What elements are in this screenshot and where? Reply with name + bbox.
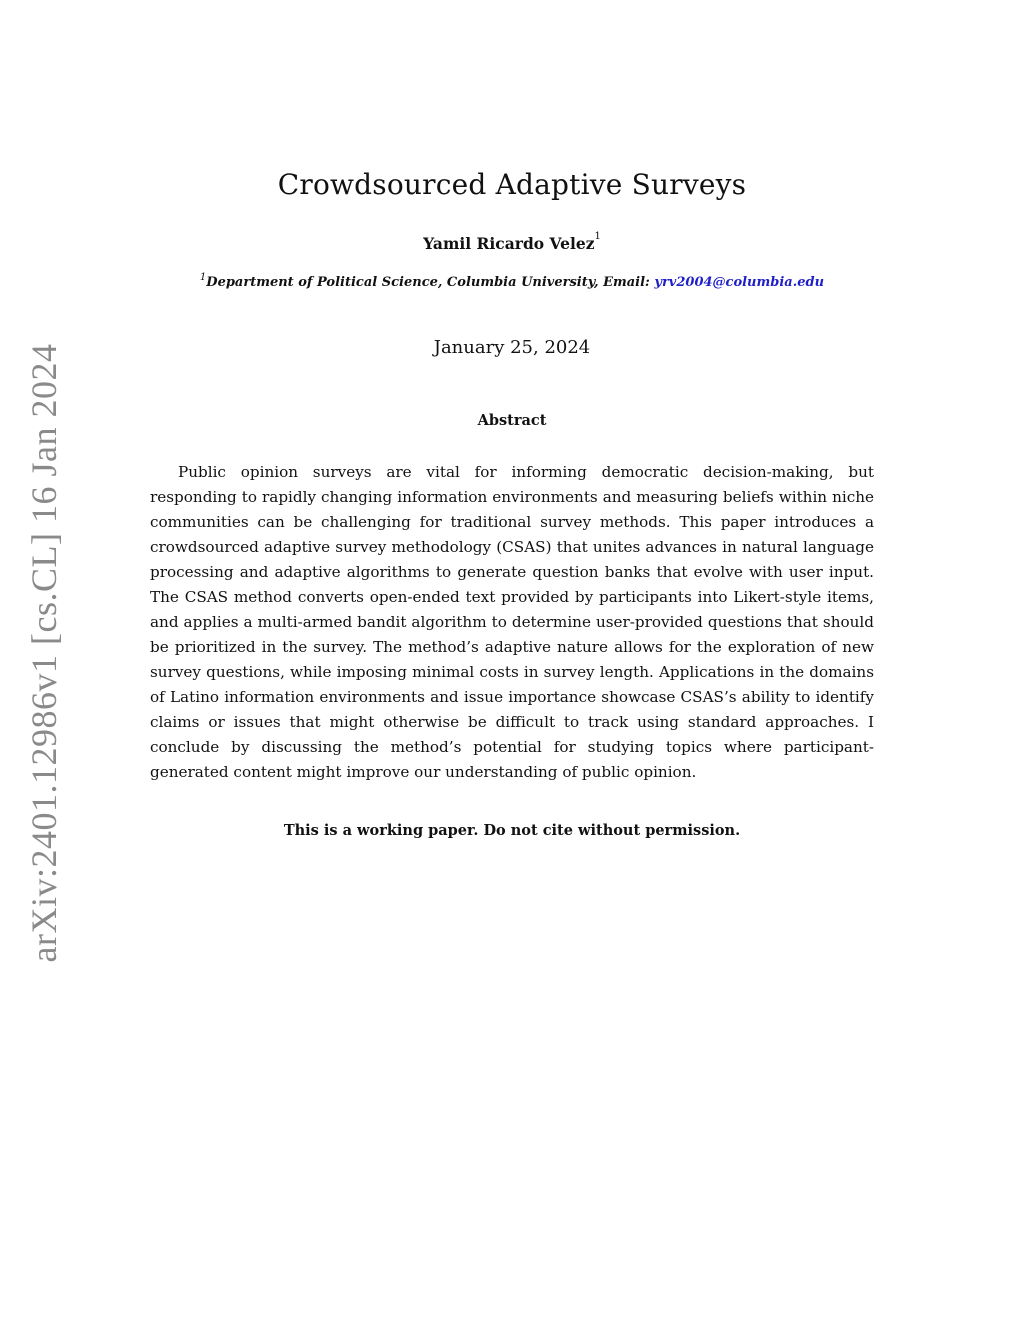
arxiv-id-text: arXiv:2401.12986v1 [cs.CL] 16 Jan 2024 <box>24 343 64 962</box>
working-paper-notice: This is a working paper. Do not cite without permission. <box>283 822 741 839</box>
affiliation-line <box>0 272 1024 290</box>
affiliation-text: Department of Political Science, Columbia University, Email: <box>206 275 655 290</box>
paper-title: Crowdsourced Adaptive Surveys <box>277 168 747 201</box>
author-name: Yamil Ricardo Velez <box>423 234 595 253</box>
author-affiliation-marker: 1 <box>594 231 601 242</box>
paper-date: January 25, 2024 <box>433 337 591 358</box>
author-line <box>0 231 1024 253</box>
affiliation-marker: 1 <box>199 272 207 283</box>
arxiv-sidebar-stamp <box>22 343 66 962</box>
abstract-body: Public opinion surveys are vital for informing democratic decision-making, but responding to rapidly changing information environments and measuring beliefs within niche communities can be challenging for traditional survey methods. This paper introduces a crowdsourced adaptive survey methodology (CSAS) that unites advances in natural language processing and adaptive algorithms to generate question banks that evolve with user input. The CSAS method converts open-ended text provided by participants into Likert-style items, and applies a multi-armed bandit algorithm to determine user-provided questions that should be prioritized in the survey. The method’s adaptive nature allows for the exploration of new survey questions, while imposing minimal costs in survey length. Applications in the domains of Latino information environments and issue importance showcase CSAS’s ability to identify claims or issues that might otherwise be difficult to track using standard approaches. I conclude by discussing the method’s potential for studying topics where participant-generated content might improve our understanding of public opinion. <box>150 463 874 781</box>
email-link[interactable]: yrv2004@columbia.edu <box>654 275 825 290</box>
abstract-heading: Abstract <box>477 412 547 429</box>
